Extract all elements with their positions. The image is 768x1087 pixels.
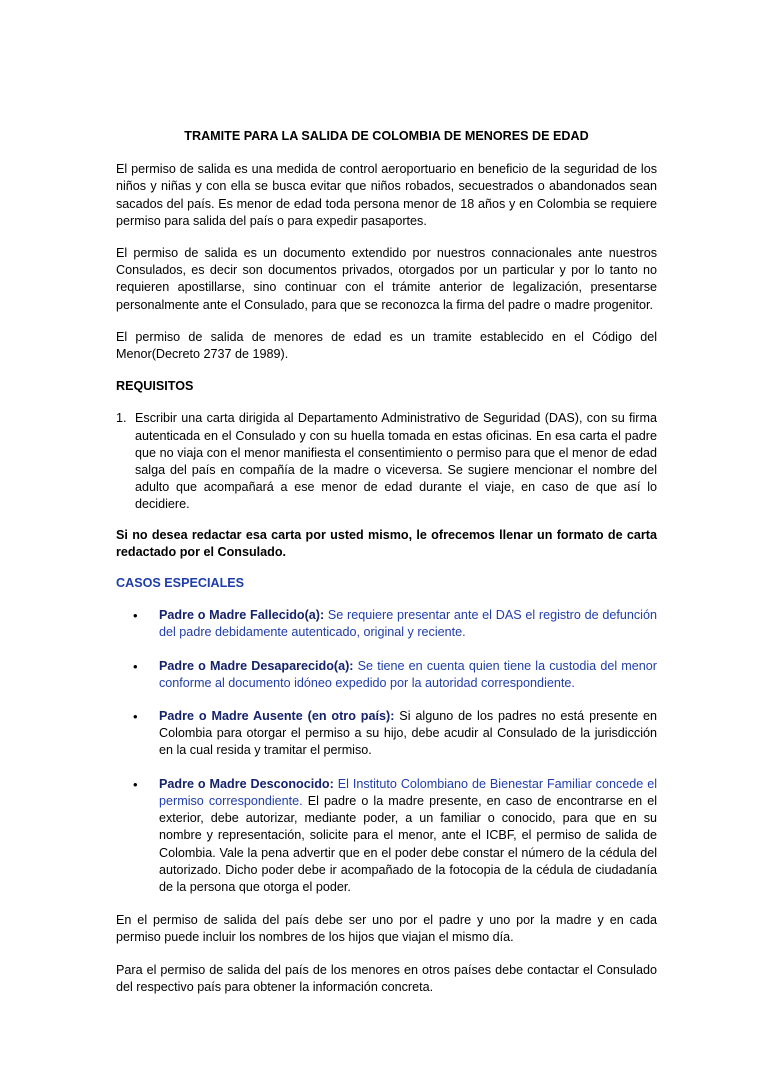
requisito-item — [116, 410, 657, 513]
caso-label: Padre o Madre Desaparecido(a): — [159, 658, 354, 673]
casos-list — [116, 607, 657, 896]
bullet-icon: • — [133, 658, 138, 674]
paragraph-consulados: El permiso de salida es un documento extendido por nuestros connacionales ante nuestros Consulados, es decir son documentos privados, otorgados por un particular y por lo tanto no requieren apostillarse, sino continuar con el trámite anterior de legalización, presentarse personalmente ante el Consulado, para que se reconozca la firma del padre o madre progenitor. — [116, 246, 657, 312]
caso-blue-text: Se tiene en cuenta quien tiene la custodia del menor conforme al documento idóneo expedido por la autoridad correspondiente. — [159, 658, 657, 690]
caso-item-fallecido — [116, 607, 657, 641]
caso-label: Padre o Madre Fallecido(a): — [159, 608, 325, 623]
bullet-icon: • — [133, 709, 138, 725]
paragraph-codigo-menor: El permiso de salida de menores de edad es un tramite establecido en el Código del Menor(Decreto 2737 de 1989). — [116, 329, 657, 362]
caso-text: Si alguno de los padres no está presente en Colombia para otorgar el permiso a su hijo, debe acudir al Consulado de la jurisdicción en la cual resida y tramitar el permiso. — [159, 709, 657, 758]
paragraph-permiso-por-padre: En el permiso de salida del país debe ser uno por el padre y uno por la madre y en cada permiso puede incluir los nombres de los hijos que viajan el mismo día. — [116, 913, 657, 945]
requisito-text: Escribir una carta dirigida al Departamento Administrativo de Seguridad (DAS), con su firma autenticada en el Consulado y con su huella tomada en estas oficinas. En esa carta el padre que no viaja con el menor manifiesta el consentimiento o permiso para que el menor de edad salga del país en compañía de la madre o viceversa. Se sugiere mencionar el nombre del adulto que acompañará a ese menor de edad durante el viaje, en caso de que así lo decidiere. — [135, 411, 657, 512]
caso-label: Padre o Madre Desconocido: — [159, 776, 334, 791]
paragraph-intro: El permiso de salida es una medida de control aeroportuario en beneficio de la seguridad de los niños y niñas y con ella se busca evitar que niños robados, secuestrados o abandonados sean sacados del país. Es menor de edad toda persona menor de 18 años y en Colombia se requiere permiso para salida del país o para expedir pasaportes. — [116, 162, 657, 228]
bullet-icon: • — [133, 776, 138, 792]
document-body — [116, 128, 657, 1011]
caso-blue-text: El Instituto Colombiano de Bienestar Familiar concede el permiso correspondiente. — [159, 776, 657, 808]
caso-item-ausente — [116, 708, 657, 760]
requisito-number: 1. — [116, 411, 127, 426]
requisitos-heading: REQUISITOS — [116, 379, 194, 394]
bullet-icon: • — [133, 608, 138, 624]
requisitos-list — [116, 410, 657, 513]
caso-blue-text: Se requiere presentar ante el DAS el registro de defunción del padre debidamente autenticado, original y reciente. — [159, 608, 657, 640]
caso-item-desaparecido — [116, 658, 657, 692]
paragraph-otros-paises: Para el permiso de salida del país de los menores en otros países debe contactar el Consulado del respectivo país para obtener la información concreta. — [116, 962, 657, 994]
document-title: TRAMITE PARA LA SALIDA DE COLOMBIA DE MENORES DE EDAD — [184, 129, 589, 143]
carta-note: Si no desea redactar esa carta por usted mismo, le ofrecemos llenar un formato de carta redactado por el Consulado. — [116, 527, 657, 559]
casos-especiales-heading: CASOS ESPECIALES — [116, 576, 245, 591]
caso-label: Padre o Madre Ausente (en otro país): — [159, 709, 395, 724]
caso-text: El padre o la madre presente, en caso de encontrarse en el exterior, debe autorizar, mediante poder, a un familiar o conocido, para que en su nombre y representación, solicite para el menor, ante el ICBF, el permiso de salida de Colombia. Vale la pena advertir que en el poder debe constar el número de la cédula del autorizado. Dicho poder debe ir acompañado de la fotocopia de la cédula de ciudadanía de la persona que otorga el poder. — [159, 793, 657, 894]
caso-item-desconocido — [116, 776, 657, 896]
